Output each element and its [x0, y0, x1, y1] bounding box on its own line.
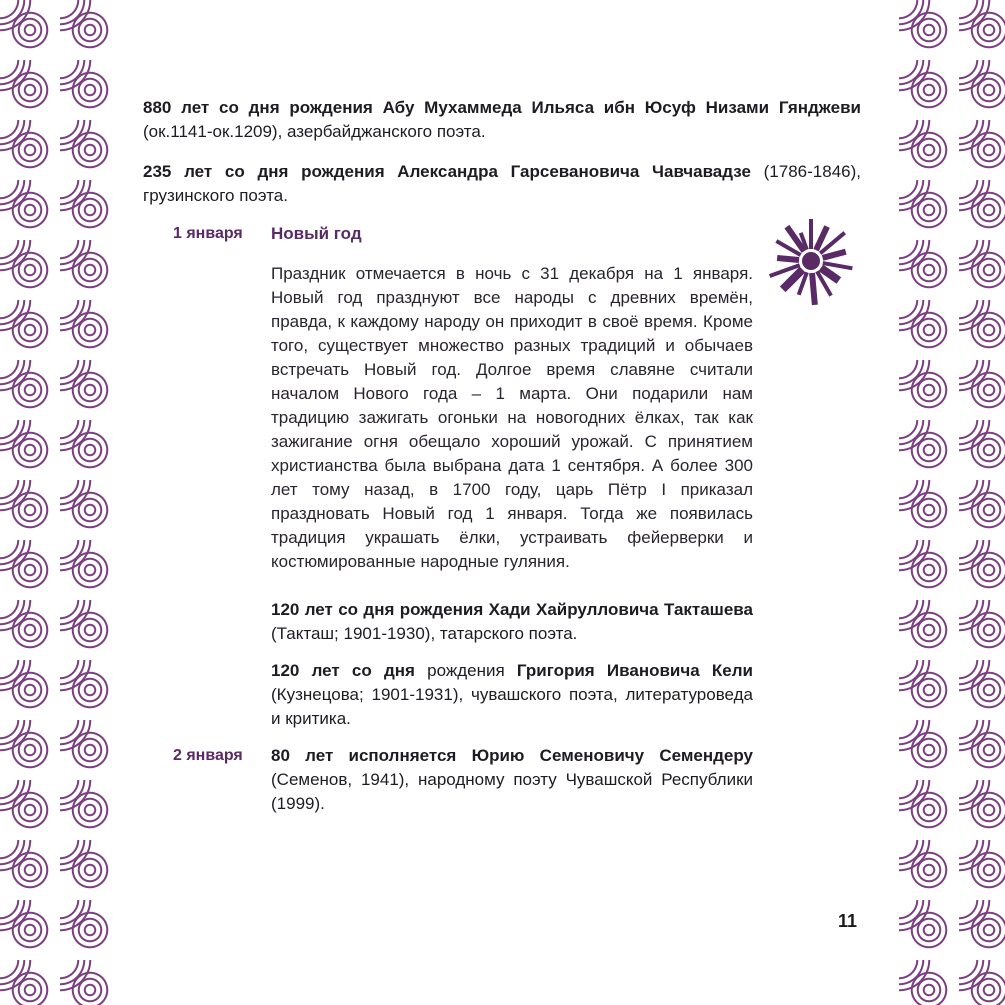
entry-nizami-title: 880 лет со дня рождения Абу Мухаммеда Ильяса ибн Юсуф Низами Гянджеви: [143, 98, 861, 117]
entry-keli-title-b: Григория Ивановича Кели: [516, 661, 753, 680]
entry-taktash-details: (Такташ; 1901-1930), татарского поэта.: [271, 624, 578, 643]
entry-taktash: [271, 598, 753, 646]
new-year-text: Праздник отмечается в ночь с 31 декабря на 1 января. Новый год празднуют все народы с древних времён, правда, к каждому народу он приходит в своё время. Кроме того, существует множество разных традиций и обычаев встречать Новый год. Долгое время славяне считали началом Нового года – 1 марта. Они подарили нам традицию зажигать огоньки на новогодних ёлках, так как зажигание огня обещало хороший урожай. С принятием христианства была выбрана дата 1 сентября. А более 300 лет тому назад, в 1700 году, царь Пётр I приказал праздновать Новый год 1 января. Тогда же появилась традиция украшать ёлки, устраивать фейерверки и костюмированные народные гуляния.: [271, 264, 753, 571]
entry-chavchavadze: [143, 160, 861, 208]
entry-keli: [271, 659, 753, 731]
new-year-heading: Новый год: [271, 224, 362, 243]
page-content: [143, 0, 863, 1005]
entry-keli-mid: рождения: [414, 661, 517, 680]
entry-chavchavadze-details: (1786-1846), грузинского поэта.: [143, 162, 861, 205]
date-jan-1: 1 января: [173, 225, 243, 242]
right-ornament-border: [889, 0, 1005, 1005]
entry-nizami: [143, 96, 861, 144]
date-jan-2: 2 января: [173, 747, 243, 764]
entry-taktash-title: 120 лет со дня рождения Хади Хайрулловича Такташева: [271, 600, 753, 619]
entry-chavchavadze-title: 235 лет со дня рождения Александра Гарсевановича Чавчавадзе: [143, 162, 751, 181]
left-ornament-border: [0, 0, 116, 1005]
entry-keli-details: (Кузнецова; 1901-1931), чувашского поэта, литературоведа и критика.: [271, 685, 753, 728]
page-number: 11: [838, 911, 858, 931]
entry-semender-details: (Семенов, 1941), народному поэту Чувашской Республики (1999).: [271, 770, 753, 813]
entry-semender-title: 80 лет исполняется Юрию Семеновичу Семендеру: [271, 746, 753, 765]
entry-semender: [271, 744, 753, 816]
entry-nizami-details: (ок.1141-ок.1209), азербайджанского поэта.: [143, 122, 486, 141]
starburst-logo-icon: [765, 215, 857, 307]
entry-keli-title-a: 120 лет со дня: [271, 661, 415, 680]
